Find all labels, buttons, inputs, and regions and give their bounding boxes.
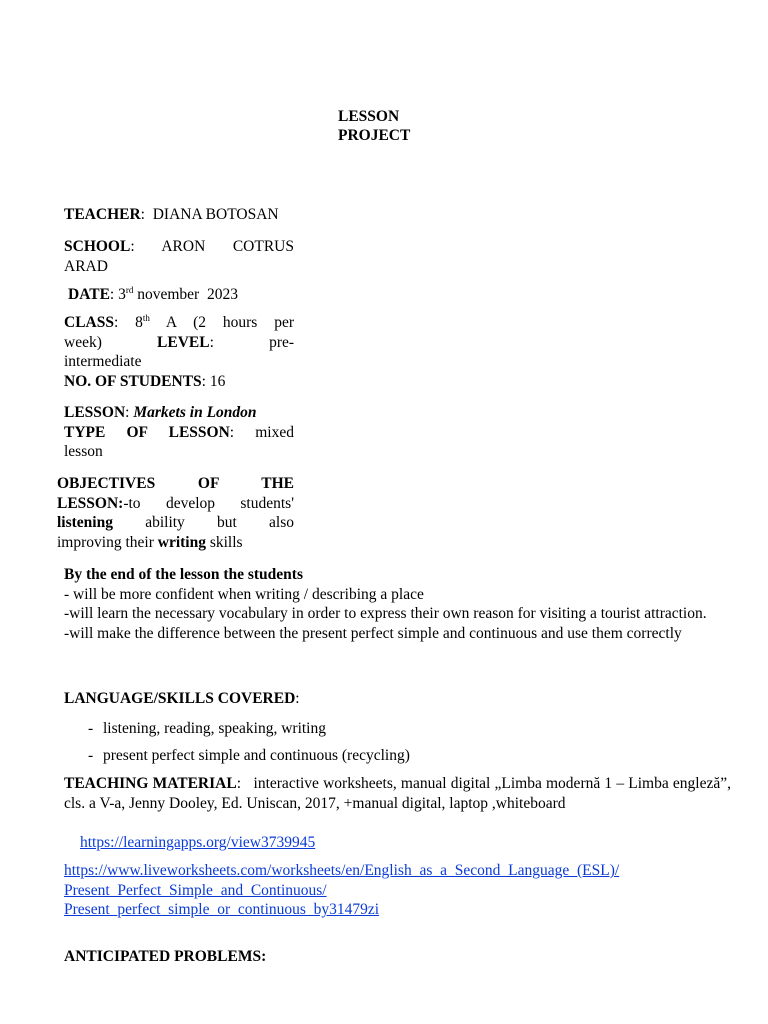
lesson-block: LESSON: Markets in London TYPE OF LESSON: mixed lesson xyxy=(64,404,294,460)
date-suffix: rd xyxy=(125,285,134,295)
objectives-text-b-2: improving their xyxy=(57,533,154,551)
date-label: DATE xyxy=(68,286,110,303)
objectives-bold-1: listening xyxy=(57,514,113,531)
learningapps-link[interactable]: https://learningapps.org/view3739945 xyxy=(80,834,316,851)
outcome-item: - will be more confident when writing / describing a place xyxy=(64,585,424,603)
lesson-type-value-1: mixed xyxy=(255,423,294,441)
outcomes-heading: By the end of the lesson the students xyxy=(64,566,303,583)
class-rest-1: A (2 hours per xyxy=(165,314,294,331)
skills-heading: LANGUAGE/SKILLS COVERED xyxy=(64,690,296,707)
liveworksheets-link-part-1[interactable]: https://www.liveworksheets.com/worksheets/en/English_as_a_Second_Language_(ESL)/ xyxy=(64,862,620,879)
title-line-2: PROJECT xyxy=(338,127,411,144)
school-line: SCHOOL: ARON COTRUS ARAD xyxy=(64,238,295,275)
outcome-item: -will learn the necessary vocabulary in order to express their own reason for visiting a tourist attraction. xyxy=(64,605,707,622)
liveworksheets-link-part-3[interactable]: Present_perfect_simple_or_continuous_by31479zi xyxy=(64,901,380,918)
class-grade: 8 xyxy=(135,314,143,331)
lesson-type-label: TYPE OF LESSON xyxy=(64,423,230,441)
school-label: SCHOOL xyxy=(64,238,131,255)
skills-list xyxy=(64,719,731,765)
school-value-1: ARON COTRUS xyxy=(161,238,295,255)
students-label: NO. OF STUDENTS xyxy=(64,372,202,390)
liveworksheets-link-part-2[interactable]: Present_Perfect_Simple_and_Continuous/ xyxy=(64,881,327,899)
lesson-type-value-2: lesson xyxy=(64,443,103,460)
objectives-text-c: skills xyxy=(209,533,243,551)
lesson-label: LESSON xyxy=(64,404,126,421)
objectives-text-b-1: ability but also xyxy=(145,514,294,531)
teacher-line: TEACHER: DIANA BOTOSAN xyxy=(64,206,279,223)
level-label: LEVEL xyxy=(157,333,210,351)
objectives-label-2: LESSON: xyxy=(57,494,124,512)
skills-heading-line: LANGUAGE/SKILLS COVERED: xyxy=(64,690,300,707)
outcome-item: -will make the difference between the present perfect simple and continuous and use them correctly xyxy=(64,624,682,642)
title-line-1: LESSON xyxy=(338,108,400,125)
objectives-block xyxy=(57,474,294,552)
skills-item: - present perfect simple and continuous (recycling) xyxy=(64,746,731,766)
school-value-2: ARAD xyxy=(64,257,108,275)
teacher-label: TEACHER xyxy=(64,206,141,223)
outcomes-block xyxy=(64,565,731,643)
level-value-2: intermediate xyxy=(64,353,142,370)
class-grade-suffix: th xyxy=(142,313,150,323)
material-label: TEACHING MATERIAL xyxy=(64,775,237,792)
teacher-value: DIANA BOTOSAN xyxy=(152,206,279,223)
objectives-text-a: -to develop students' xyxy=(123,494,294,512)
class-block: CLASS: 8th A (2 hours per week) LEVEL: pre- intermediate NO. OF STUDENTS: 16 xyxy=(64,313,295,390)
class-label: CLASS xyxy=(64,314,114,331)
lesson-value: Markets in London xyxy=(133,404,257,421)
date-line: DATE: 3rd november 2023 xyxy=(68,285,238,303)
objectives-label-1: OBJECTIVES OF THE xyxy=(57,475,294,492)
problems-heading: ANTICIPATED PROBLEMS: xyxy=(64,948,267,965)
skills-item: - listening, reading, speaking, writing xyxy=(64,719,731,739)
date-rest: november 2023 xyxy=(137,286,238,303)
material-text: interactive worksheets, manual digital „Limba modernă 1 – Limba engleză”, cls. a V-a, Jenny Dooley, Ed. Uniscan, 2017, +manual digital, laptop ,whiteboard xyxy=(64,775,731,812)
link-1-line xyxy=(80,833,315,853)
problems-heading-line xyxy=(64,947,731,967)
date-day: 3 xyxy=(118,286,126,303)
level-value-1: pre- xyxy=(269,333,295,351)
students-value: 16 xyxy=(209,372,226,390)
page-title xyxy=(338,107,410,145)
material-block: TEACHING MATERIAL: interactive worksheets, manual digital „Limba modernă 1 – Limba engleză”, cls. a V-a, Jenny Dooley, Ed. Uniscan, 2017, +manual digital, laptop ,whiteboard xyxy=(64,775,731,812)
class-rest-2: week) xyxy=(64,333,102,351)
link-2-block xyxy=(64,861,619,920)
objectives-bold-2: writing xyxy=(157,533,206,551)
